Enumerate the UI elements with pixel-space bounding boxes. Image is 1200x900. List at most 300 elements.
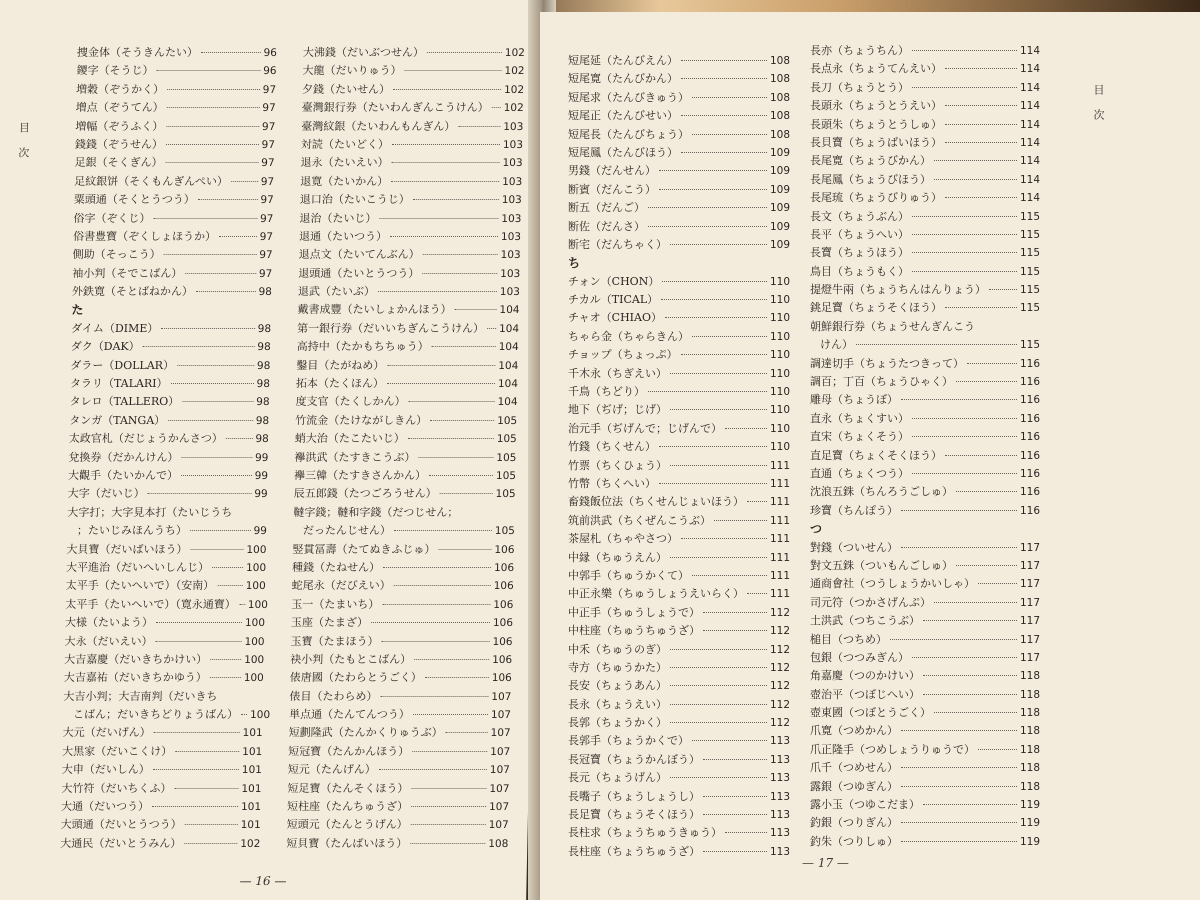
entry-page-number: 109 [769, 220, 790, 233]
index-entry [810, 722, 1040, 740]
index-entry [568, 107, 790, 125]
leader-dots [648, 226, 767, 227]
entry-term: 長元（ちょうげん） [568, 771, 667, 785]
entry-page-number: 105 [496, 451, 517, 464]
entry-page-number: 113 [769, 772, 790, 785]
entry-page-number: 115 [1019, 265, 1040, 278]
entry-page-number: 113 [769, 753, 790, 766]
entry-term: 玉一（たまいち） [291, 597, 380, 611]
index-entry [568, 769, 790, 787]
index-entry [69, 430, 269, 448]
entry-term: 長永（ちょうえい） [568, 697, 667, 711]
index-entry [568, 70, 790, 88]
entry-page-number: 110 [769, 367, 790, 380]
entry-page-number: 97 [261, 138, 276, 151]
left-page [0, 0, 545, 900]
entry-term: 釣銀（つりぎん） [810, 816, 898, 830]
leader-dots [166, 126, 259, 127]
entry-page-number: 107 [491, 690, 512, 703]
index-entry [810, 208, 1040, 226]
index-entry [810, 796, 1040, 814]
leader-dots [670, 465, 767, 466]
index-entry [76, 99, 276, 117]
entry-term: 土洪武（つちこうぶ） [810, 614, 920, 628]
index-entry [568, 457, 790, 475]
entry-term: 中縁（ちゅうえん） [568, 550, 667, 564]
entry-term: 中禾（ちゅうのぎ） [568, 642, 667, 656]
entry-page-number: 98 [256, 396, 270, 409]
index-entry [810, 447, 1040, 465]
entry-term: 調百；丁百（ちょうひゃく） [810, 375, 953, 389]
entry-page-number: 112 [769, 625, 790, 638]
entry-page-number: 97 [261, 120, 276, 133]
entry-page-number: 113 [769, 827, 790, 840]
entry-term: 襷洪武（たすきこうぶ） [294, 450, 416, 464]
entry-term: 司元符（つかさげんぷ） [810, 595, 931, 609]
entry-term: 對文五銖（ついもんごしゅ） [810, 558, 953, 572]
entry-term: 足紋銀饼（そくもんぎんぺい） [74, 174, 229, 188]
entry-page-number: 117 [1019, 559, 1040, 572]
entry-page-number: 112 [769, 643, 790, 656]
index-entry [568, 365, 790, 383]
entry-page-number: 106 [493, 561, 515, 574]
entry-page-number: 111 [769, 569, 790, 582]
entry-page-number: 119 [1019, 817, 1040, 830]
leader-dots [422, 273, 497, 274]
entry-term: 玉座（たまざ） [290, 616, 369, 630]
entry-term: 大申（だいしん） [61, 763, 151, 777]
index-entry [810, 594, 1040, 612]
entry-term: 袖小判（そでこばん） [72, 266, 183, 280]
entry-page-number: 110 [769, 312, 790, 325]
index-entry [298, 283, 520, 301]
index-entry [295, 412, 517, 430]
entry-term: 長亦（ちょうちん） [810, 44, 909, 57]
entry-page-number: 100 [246, 543, 267, 556]
entry-page-number: 98 [256, 359, 271, 372]
index-entry [568, 273, 790, 291]
index-entry [568, 236, 790, 254]
entry-page-number: 107 [488, 819, 509, 832]
leader-dots [231, 181, 258, 182]
leader-dots [747, 501, 767, 502]
entry-page-number: 118 [1019, 743, 1040, 756]
leader-dots [412, 751, 487, 752]
leader-dots [978, 749, 1017, 750]
index-entry [68, 467, 268, 485]
index-entry [62, 724, 262, 742]
leader-dots [978, 583, 1017, 584]
leader-dots [670, 244, 767, 245]
leader-dots [408, 438, 494, 439]
index-entry [296, 357, 518, 375]
entry-page-number: 96 [263, 65, 277, 78]
index-entry [290, 633, 512, 651]
entry-term: 長嘴子（ちょうしょうし） [568, 789, 700, 803]
index-entry [810, 263, 1040, 281]
entry-term: タレロ（TALLERO） [69, 395, 180, 409]
entry-page-number: 110 [769, 294, 790, 307]
entry-page-number: 105 [497, 414, 518, 427]
leader-dots [379, 769, 487, 770]
entry-term: 短冠寶（たんかんほう） [288, 744, 410, 758]
entry-page-number: 108 [769, 110, 790, 123]
entry-term: 退通（たいつう） [298, 229, 388, 243]
entry-term: 短尾求（たんびきゅう） [568, 90, 689, 104]
entry-page-number: 101 [242, 727, 263, 740]
entry-term: 対読（たいどく） [300, 137, 390, 151]
leader-dots [934, 160, 1017, 161]
index-entry [294, 467, 516, 485]
entry-term: 外鉄寛（そとばねかん） [71, 285, 194, 299]
leader-dots [901, 786, 1017, 787]
leader-dots [681, 152, 767, 153]
entry-page-number: 100 [249, 709, 271, 722]
entry-term: 戴書成豐（たいしょかんほう） [297, 303, 452, 317]
leader-dots [670, 777, 767, 778]
leader-dots [670, 685, 767, 686]
index-entry [568, 549, 790, 567]
entry-page-number: 103 [499, 286, 521, 299]
entry-page-number: 103 [501, 194, 522, 207]
entry-term: 度支官（たくしかん） [295, 395, 406, 409]
leader-dots [945, 307, 1017, 308]
index-entry [301, 118, 523, 136]
entry-term: 長点永（ちょうてんえい） [810, 62, 942, 76]
entry-term: 兌換券（だかんけん） [68, 450, 179, 464]
leader-dots [411, 806, 486, 807]
index-entry [568, 696, 790, 714]
entry-term: けん） [820, 338, 853, 352]
entry-term: 鑿目（たがねめ） [296, 358, 385, 372]
entry-term: 錢錢（ぞうせん） [74, 137, 164, 151]
leader-dots [181, 457, 252, 458]
entry-term: 増幅（ぞうふく） [75, 119, 164, 133]
entry-term: ちゃら金（ちゃらきん） [568, 329, 689, 343]
index-entry [568, 512, 790, 530]
index-entry [302, 62, 524, 80]
index-entry [71, 338, 271, 356]
leader-dots [661, 299, 767, 300]
leader-dots [901, 730, 1017, 731]
index-entry [74, 154, 274, 172]
index-column [810, 42, 1040, 851]
entry-page-number: 114 [1019, 136, 1040, 149]
leader-dots [956, 381, 1017, 382]
index-entry [810, 79, 1040, 97]
entry-term: 大貝寶（だいばいほう） [66, 542, 188, 556]
index-entry [286, 835, 508, 853]
entry-term: 大竹符（だいちくふ） [61, 781, 172, 795]
entry-term: 粟頭通（そくとうつう） [73, 193, 195, 207]
entry-term: だったんじせん） [302, 524, 392, 538]
leader-dots [210, 677, 241, 678]
entry-term: 壺治平（つぼじへい） [810, 687, 920, 701]
entry-term: 鳥目（ちょうもく） [810, 264, 909, 278]
entry-page-number: 115 [1019, 284, 1040, 297]
entry-term: ち [568, 256, 581, 271]
leader-dots [989, 289, 1017, 290]
entry-term: 断宅（だんちゃく） [568, 237, 667, 251]
leader-dots [492, 107, 501, 108]
entry-term: 短貝寶（たんばいほう） [286, 836, 408, 850]
index-entry [810, 226, 1040, 244]
leader-dots [411, 788, 486, 789]
index-entry [568, 144, 790, 162]
entry-page-number: 113 [769, 735, 790, 748]
entry-term: 側助（そっこう） [72, 248, 161, 262]
leader-dots [458, 126, 500, 127]
index-entry [67, 504, 267, 522]
entry-term: 玉寶（たまほう） [290, 634, 379, 648]
right-page [540, 12, 1200, 900]
index-entry [810, 539, 1040, 557]
index-entry [568, 52, 790, 70]
index-entry [62, 761, 262, 779]
index-entry [810, 391, 1040, 409]
entry-page-number: 104 [498, 359, 519, 372]
entry-page-number: 103 [501, 212, 522, 225]
leader-dots [648, 207, 767, 208]
leader-dots [670, 704, 767, 705]
index-entry [568, 530, 790, 548]
leader-dots [196, 291, 256, 292]
entry-term: 増点（ぞうてん） [75, 101, 164, 115]
entry-term: 辰五郎錢（たつごろうせん） [293, 487, 437, 501]
leader-dots [670, 409, 767, 410]
leader-dots [945, 455, 1017, 456]
index-entry [568, 420, 790, 438]
leader-dots [394, 530, 492, 531]
entry-page-number: 100 [244, 617, 266, 630]
leader-dots [425, 677, 489, 678]
leader-dots [659, 170, 767, 171]
entry-page-number: 108 [769, 55, 790, 67]
entry-term: つ [810, 522, 823, 537]
entry-term: 千鳥（ちどり） [568, 385, 645, 399]
entry-term: 断五（だんご） [568, 201, 645, 215]
entry-page-number: 99 [253, 525, 267, 538]
index-entry [65, 614, 265, 632]
side-label: 目次 [16, 122, 31, 172]
index-entry [810, 631, 1040, 649]
entry-term: 長尾寛（ちょうびかん） [810, 154, 931, 168]
page-number: — 16 — [239, 874, 287, 888]
entry-page-number: 106 [492, 653, 513, 666]
index-entry [810, 97, 1040, 115]
leader-dots [659, 189, 767, 190]
entry-term: 長文（ちょうぶん） [810, 209, 909, 223]
leader-dots [219, 236, 257, 237]
entry-page-number: 112 [769, 661, 790, 674]
entry-term: 長貝寶（ちょうばいほう） [810, 135, 942, 149]
entry-term: 釣朱（つりしゅ） [810, 834, 898, 848]
index-entry [293, 504, 515, 522]
leader-dots [912, 418, 1017, 419]
entry-page-number: 112 [769, 717, 790, 730]
entry-term: 蛸大治（たこたいじ） [294, 432, 405, 446]
leader-dots [217, 585, 242, 586]
leader-dots [670, 649, 767, 650]
entry-page-number: 112 [769, 680, 790, 693]
index-entry [66, 541, 266, 559]
entry-term: 夕錢（たいせん） [301, 82, 391, 96]
index-entry [810, 557, 1040, 575]
leader-dots [168, 420, 253, 421]
entry-term: 俗書豊寶（ぞくしょほうか） [72, 229, 217, 243]
leader-dots [156, 622, 242, 623]
entry-page-number: 107 [490, 727, 511, 740]
index-entry [810, 116, 1040, 134]
entry-term: 大吉嘉祐（だいきちかゆう） [63, 671, 207, 685]
entry-term: 寺方（ちゅうかた） [568, 660, 667, 674]
index-entry [810, 373, 1040, 391]
entry-term: 長安（ちょうあん） [568, 679, 667, 693]
entry-page-number: 98 [256, 378, 271, 391]
index-entry [568, 751, 790, 769]
entry-page-number: 110 [769, 349, 790, 362]
entry-page-number: 102 [504, 47, 526, 59]
entry-page-number: 106 [493, 598, 514, 611]
entry-term: 珍寶（ちんぽう） [810, 503, 898, 517]
entry-term: 中正永樂（ちゅうしょうえいらく） [568, 587, 744, 601]
index-column [286, 44, 525, 853]
entry-term: チカル（TICAL） [568, 293, 659, 307]
entry-term: 長頭永（ちょうとうえい） [810, 99, 942, 113]
leader-dots [934, 179, 1017, 180]
index-entry [298, 265, 520, 283]
entry-term: 大元（だいげん） [62, 726, 151, 740]
index-entry [61, 816, 261, 834]
index-entry [297, 320, 519, 338]
index-entry [568, 438, 790, 456]
leader-dots [157, 70, 261, 71]
entry-page-number: 100 [244, 635, 265, 648]
index-entry [568, 585, 790, 603]
index-entry [568, 126, 790, 144]
leader-dots [184, 843, 237, 844]
index-entry [568, 622, 790, 640]
entry-page-number: 99 [254, 451, 269, 464]
leader-dots [387, 365, 495, 366]
index-entry [301, 136, 523, 154]
entry-term: 長足寶（ちょうそくほう） [568, 808, 700, 822]
index-entry [810, 667, 1040, 685]
entry-page-number: 111 [769, 496, 790, 509]
entry-term: タンガ（TANGA） [69, 413, 166, 427]
entry-term: 長平（ちょうへい） [810, 227, 909, 241]
entry-term: 短尾正（たんびせい） [568, 109, 678, 123]
entry-term: 大通（だいつう） [60, 800, 150, 814]
entry-page-number: 108 [769, 128, 790, 141]
entry-term: 直宋（ちょくそう） [810, 430, 909, 444]
entry-page-number: 98 [255, 414, 270, 427]
entry-page-number: 103 [502, 157, 523, 170]
entry-term: 爪千（つめせん） [810, 761, 898, 775]
index-entry [810, 741, 1040, 759]
leader-dots [934, 602, 1017, 603]
entry-page-number: 99 [254, 469, 269, 482]
entry-page-number: 107 [490, 745, 511, 758]
entry-term: 爪寛（つめかん） [810, 724, 898, 738]
entry-page-number: 103 [502, 138, 524, 151]
index-entry [297, 301, 519, 319]
entry-term: 包銀（つつみぎん） [810, 650, 909, 664]
entry-term: 地下（ぢげ；じげ） [568, 403, 667, 417]
leader-dots [901, 547, 1017, 548]
leader-dots [390, 236, 498, 237]
entry-page-number: 116 [1019, 486, 1040, 499]
entry-term: 短尾長（たんびちょう） [568, 127, 689, 141]
index-entry [61, 798, 261, 816]
entry-term: タラリ（TALARI） [69, 377, 168, 391]
leader-dots [166, 144, 259, 145]
entry-page-number: 111 [769, 551, 790, 564]
index-entry [61, 780, 261, 798]
entry-term: 竹幣（ちくへい） [568, 476, 656, 490]
leader-dots [945, 197, 1017, 198]
index-entry [810, 152, 1040, 170]
leader-dots [153, 769, 239, 770]
leader-dots [432, 346, 496, 347]
entry-page-number: 109 [769, 238, 790, 251]
leader-dots [413, 714, 488, 715]
index-entry [568, 383, 790, 401]
index-entry [568, 218, 790, 236]
entry-term: 大頭通（だいとうつう） [60, 818, 182, 832]
index-entry [568, 493, 790, 511]
page-number: — 17 — [802, 856, 849, 870]
index-entry [288, 761, 510, 779]
entry-page-number: 115 [1019, 210, 1040, 223]
index-entry [300, 191, 522, 209]
entry-page-number: 116 [1019, 504, 1040, 517]
entry-term: 拓本（たくほん） [295, 377, 385, 391]
leader-dots [167, 107, 260, 108]
leader-dots [912, 87, 1017, 88]
leader-dots [681, 354, 767, 355]
index-entry [288, 743, 510, 761]
leader-dots [703, 612, 767, 613]
leader-dots [487, 328, 496, 329]
leader-dots [161, 328, 254, 329]
entry-page-number: 104 [498, 322, 520, 335]
entry-page-number: 114 [1019, 173, 1040, 186]
entry-term: 臺灣銀行券（たいわんぎんこうけん） [301, 101, 489, 115]
index-entry [66, 559, 266, 577]
index-entry [76, 62, 276, 80]
leader-dots [692, 740, 767, 741]
entry-page-number: 110 [769, 275, 790, 288]
entry-term: 爪正隆手（つめしょうりゅうで） [810, 742, 975, 756]
leader-dots [901, 841, 1017, 842]
leader-dots [454, 309, 496, 310]
leader-dots [945, 68, 1017, 69]
entry-page-number: 113 [769, 845, 790, 858]
entry-term: 短柱座（たんちゅうざ） [286, 800, 409, 814]
entry-term: 太平手（たいへいで）（寛永通寶） [65, 597, 236, 611]
entry-term: 断佐（だんさ） [568, 219, 645, 233]
leader-dots [190, 549, 243, 550]
entry-page-number: 113 [769, 809, 790, 822]
leader-dots [156, 641, 242, 642]
leader-dots [747, 593, 767, 594]
entry-page-number: 115 [1019, 228, 1040, 241]
index-entry [810, 833, 1040, 851]
leader-dots [945, 105, 1017, 106]
leader-dots [383, 567, 491, 568]
leader-dots [226, 438, 253, 439]
